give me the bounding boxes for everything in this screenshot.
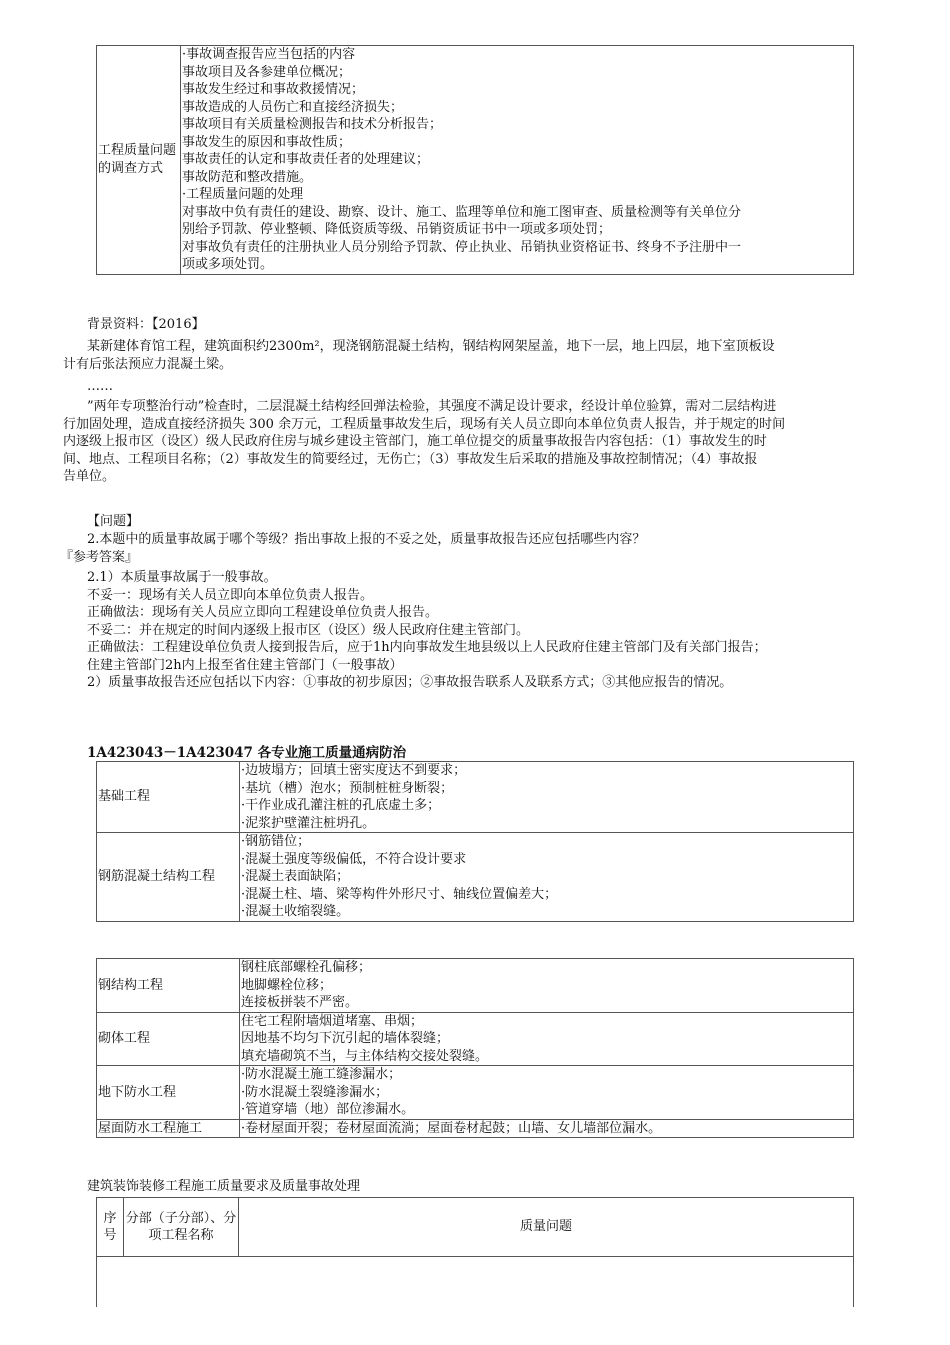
header-division xyxy=(124,1198,239,1257)
category-label: 地下防水工程 xyxy=(98,1084,177,1100)
defect-item: ·防水混凝土裂缝渗漏水； xyxy=(241,1084,389,1100)
investigation-line: 事故责任的认定和事故责任者的处理建议； xyxy=(182,152,430,167)
table-row xyxy=(97,1257,854,1308)
defect-item: 因地基不均匀下沉引起的墙体裂缝； xyxy=(241,1031,450,1046)
case-intro xyxy=(63,338,775,373)
case-detail-line: 内逐级上报市区（设区）级人民政府住房与城乡建设主管部门，施工单位提交的质量事故报告内容包括：（1）事故发生的时 xyxy=(63,434,767,449)
defect-item: ·边坡塌方；回填土密实度达不到要求； xyxy=(241,763,467,778)
answer-line: 正确做法：现场有关人员应立即向工程建设单位负责人报告。 xyxy=(87,605,439,620)
table-row xyxy=(97,959,854,1013)
items-cell xyxy=(240,762,854,833)
investigation-table xyxy=(96,45,854,275)
investigation-line: 事故造成的人员伤亡和直接经济损失； xyxy=(182,99,404,115)
decoration-table xyxy=(96,1197,854,1307)
question-text: 2.本题中的质量事故属于哪个等级？指出事故上报的不妥之处，质量事故报告还应包括哪些内容？ xyxy=(87,532,646,547)
case-intro-line: 某新建体育馆工程，建筑面积约2300m²，现浇钢筋混凝土结构，钢结构网架屋盖，地下一层，地上四层，地下室顶板设 xyxy=(87,339,775,354)
defect-item: ·管道穿墙（地）部位渗漏水。 xyxy=(241,1102,415,1117)
case-detail xyxy=(63,398,786,486)
defects-table-1 xyxy=(96,761,854,922)
case-intro-line: 计有后张法预应力混凝土梁。 xyxy=(63,356,233,372)
header-issue xyxy=(239,1198,854,1257)
category-cell xyxy=(97,762,240,833)
items-cell xyxy=(240,1012,854,1066)
category-label: 砌体工程 xyxy=(98,1031,151,1046)
investigation-line: 事故发生经过和事故救援情况； xyxy=(182,82,365,97)
defect-item: ·干作业成孔灌注桩的孔底虚土多； xyxy=(241,798,441,813)
defect-item: ·混凝土强度等级偏低，不符合设计要求 xyxy=(241,851,467,867)
case-detail-line: 行加固处理，造成直接经济损失 300 余万元，工程质量事故发生后，现场有关人员立即向本单位负责人报告，并于规定的时间 xyxy=(63,416,786,432)
section-title: 1A423043－1A423047 各专业施工质量通病防治 xyxy=(87,745,407,761)
defects-table-2 xyxy=(96,958,854,1138)
defect-item: 填充墙砌筑不当，与主体结构交接处裂缝。 xyxy=(241,1048,489,1064)
table-row xyxy=(97,1012,854,1066)
defect-item: ·混凝土柱、墙、梁等构件外形尺寸、轴线位置偏差大； xyxy=(241,886,558,902)
category-label: 钢筋混凝土结构工程 xyxy=(98,869,216,884)
category-label: 钢结构工程 xyxy=(98,977,164,993)
items-cell xyxy=(240,959,854,1013)
category-cell xyxy=(97,1119,240,1138)
answer-line: 不妥一：现场有关人员立即向本单位负责人报告。 xyxy=(87,587,374,603)
category-cell xyxy=(97,1066,240,1120)
items-cell xyxy=(240,833,854,922)
header-division-label: 分部（子分部）、分项工程名称 xyxy=(125,1210,237,1243)
defect-item: 连接板拼装不严密。 xyxy=(241,995,359,1010)
investigation-content-cell xyxy=(181,46,854,275)
category-cell xyxy=(97,959,240,1013)
defect-item: ·卷材屋面开裂；卷材屋面流淌；屋面卷材起鼓；山墙、女儿墙部位漏水。 xyxy=(241,1120,662,1136)
investigation-line: 别给予罚款、停业整顿、降低资质等级、吊销资质证书中一项或多项处罚； xyxy=(182,222,612,237)
defect-item: ·泥浆护壁灌注桩坍孔。 xyxy=(241,815,376,831)
answer-line: 正确做法：工程建设单位负责人接到报告后，应于1h内向事故发生地县级以上人民政府住建主管部门及有关部门报告； xyxy=(87,640,767,655)
investigation-line: 事故发生的原因和事故性质； xyxy=(182,134,352,150)
answer-line: 不妥二：并在规定的时间内逐级上报市区（设区）级人民政府住建主管部门。 xyxy=(87,622,530,638)
investigation-line: 项或多项处罚。 xyxy=(182,257,274,272)
investigation-label-cell xyxy=(97,46,181,275)
table-row xyxy=(97,1119,854,1138)
defect-item: 钢柱底部螺栓孔偏移； xyxy=(241,960,372,975)
defect-item: 地脚螺栓位移； xyxy=(241,977,333,993)
defect-item: ·防水混凝土施工缝渗漏水； xyxy=(241,1067,402,1082)
defect-item: ·混凝土表面缺陷； xyxy=(241,869,350,884)
category-cell xyxy=(97,833,240,922)
decoration-table-wrap xyxy=(96,1197,854,1307)
defect-item: ·钢筋错位； xyxy=(241,834,311,849)
case-detail-line: 告单位。 xyxy=(63,469,116,484)
background-label: 背景资料：【2016】 xyxy=(87,317,205,332)
header-index xyxy=(97,1198,124,1257)
answer-line: 2）质量事故报告还应包括以下内容：①事故的初步原因；②事故报告联系人及联系方式；③其他应报告的情况。 xyxy=(87,675,733,690)
table-row xyxy=(97,762,854,833)
investigation-line: ·事故调查报告应当包括的内容 xyxy=(182,47,356,62)
investigation-line: 事故项目及各参建单位概况； xyxy=(182,64,352,80)
answer-block xyxy=(87,569,767,692)
defect-item: ·基坑（槽）泡水；预制桩桩身断裂； xyxy=(241,780,454,796)
table-row xyxy=(97,1066,854,1120)
defect-item: 住宅工程附墙烟道堵塞、串烟； xyxy=(241,1013,424,1029)
table-row xyxy=(97,833,854,922)
case-detail-line: ”两年专项整治行动”检查时，二层混凝土结构经回弹法检验，其强度不满足设计要求，经设计单位验算，需对二层结构进 xyxy=(87,399,777,414)
answer-label: 『参考答案』 xyxy=(60,550,139,565)
category-label: 屋面防水工程施工 xyxy=(98,1120,203,1136)
header-index-label: 序号 xyxy=(103,1210,117,1243)
investigation-line: 事故防范和整改措施。 xyxy=(182,169,313,185)
table-header-row xyxy=(97,1198,854,1257)
investigation-line: 对事故中负有责任的建设、勘察、设计、施工、监理等单位和施工图审查、质量检测等有关单位分 xyxy=(182,204,742,220)
defect-item: ·混凝土收缩裂缝。 xyxy=(241,904,350,919)
empty-cell xyxy=(97,1257,854,1308)
decoration-title: 建筑装饰装修工程施工质量要求及质量事故处理 xyxy=(87,1179,361,1194)
category-cell xyxy=(97,1012,240,1066)
investigation-label: 工程质量问题的调查方式 xyxy=(98,143,177,176)
answer-line: 住建主管部门2h内上报至省住建主管部门（一般事故） xyxy=(87,657,403,673)
items-cell xyxy=(240,1066,854,1120)
answer-line: 2.1）本质量事故属于一般事故。 xyxy=(87,570,277,585)
header-issue-label: 质量问题 xyxy=(519,1219,572,1235)
category-label: 基础工程 xyxy=(98,789,151,805)
investigation-line: 事故项目有关质量检测报告和技术分析报告； xyxy=(182,117,443,132)
case-ellipsis: …… xyxy=(87,379,113,394)
investigation-line: 对事故负有责任的注册执业人员分别给予罚款、停止执业、吊销执业资格证书、终身不予注册中一 xyxy=(182,239,742,255)
investigation-line: ·工程质量问题的处理 xyxy=(182,187,304,202)
items-cell xyxy=(240,1119,854,1138)
case-detail-line: 间、地点、工程项目名称；（2）事故发生的简要经过，无伤亡；（3）事故发生后采取的措施及事故控制情况；（4）事故报 xyxy=(63,451,758,467)
question-label: 【问题】 xyxy=(87,514,140,529)
